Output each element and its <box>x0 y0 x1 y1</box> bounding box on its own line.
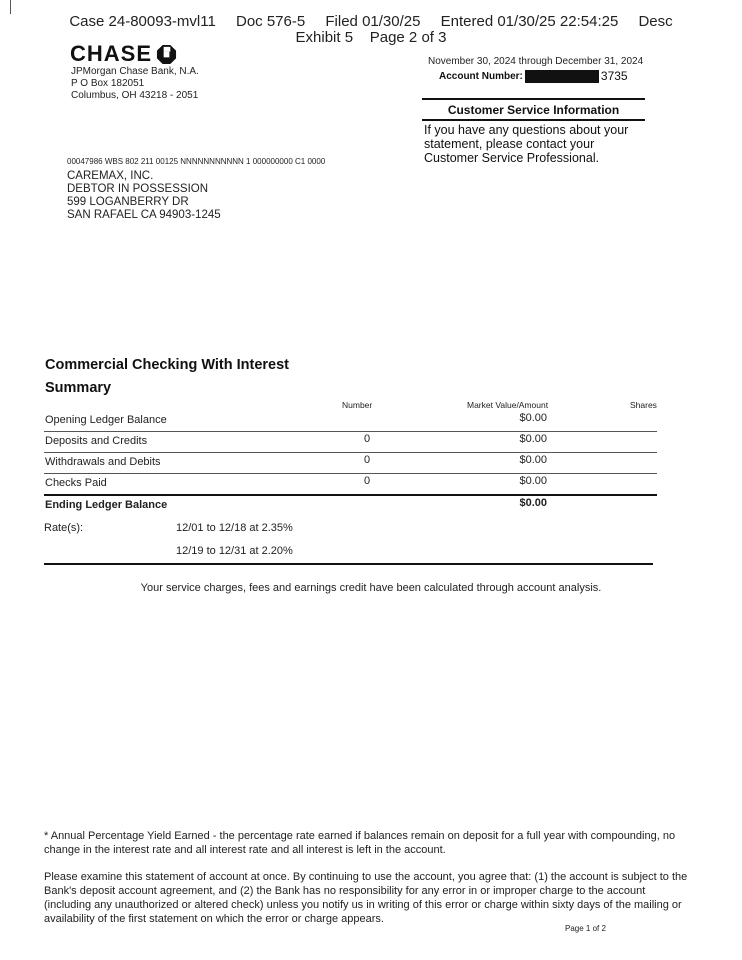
row-amount: $0.00 <box>519 433 547 445</box>
bank-city: Columbus, OH 43218 - 2051 <box>71 90 199 101</box>
account-number-row <box>439 69 628 83</box>
row-amount: $0.00 <box>519 454 547 466</box>
case-number: Case 24-80093-mvl11 <box>69 13 216 30</box>
doc-number: Doc 576-5 <box>236 13 306 30</box>
customer-service-box <box>422 98 645 165</box>
account-type-title: Commercial Checking With Interest <box>45 357 290 373</box>
customer-service-title: Customer Service Information <box>422 98 645 121</box>
customer-service-text: If you have any questions about your statement, please contact your Customer Service Professional. <box>424 123 629 165</box>
row-label: Ending Ledger Balance <box>45 499 168 511</box>
corner-crop-mark <box>0 0 11 14</box>
row-label: Withdrawals and Debits <box>45 456 161 468</box>
table-row <box>44 453 657 474</box>
exhibit-label: Exhibit 5 <box>295 29 354 46</box>
bank-address <box>71 66 199 102</box>
customer-street: 599 LOGANBERRY DR <box>67 196 189 208</box>
row-label: Checks Paid <box>45 477 107 489</box>
statement-period: November 30, 2024 through December 31, 2024 <box>428 56 644 67</box>
customer-line2: DEBTOR IN POSSESSION <box>67 183 209 195</box>
row-amount: $0.00 <box>519 475 547 487</box>
customer-address <box>67 170 221 222</box>
rate-item: 12/01 to 12/18 at 2.35% <box>176 522 293 534</box>
rates-label: Rate(s): <box>44 522 84 534</box>
desc-label: Desc <box>638 13 673 30</box>
table-row <box>44 432 657 453</box>
section-divider <box>44 563 653 565</box>
row-number: 0 <box>364 433 371 445</box>
bank-po-box: P O Box 182051 <box>71 78 145 89</box>
rate-item: 12/19 to 12/31 at 2.20% <box>176 545 293 557</box>
case-header-line <box>0 13 742 30</box>
row-number: 0 <box>364 454 371 466</box>
logo-wordmark: CHASE <box>70 41 153 66</box>
account-number-label: Account Number: <box>439 70 523 82</box>
examine-statement-note: Please examine this statement of account at once. By continuing to use the account, you agree that: (1) the account is subject to the Bank's deposit account agreement, and (2) the Bank has no responsibility for any error in or improper charge to the account (including any unauthorized or altered check) unless you notify us in writing of this error or charge within sixty days of the mailing or availability of the first statement on which the error or charge appears. <box>44 871 688 925</box>
entered-date: Entered 01/30/25 22:54:25 <box>440 13 619 30</box>
row-amount: $0.00 <box>519 497 547 509</box>
summary-title: Summary <box>45 380 112 396</box>
page-number: Page 1 of 2 <box>565 924 606 933</box>
chase-octagon-icon <box>156 44 177 65</box>
chase-logo <box>70 41 177 67</box>
table-row <box>44 474 657 494</box>
service-charge-note: Your service charges, fees and earnings credit have been calculated through account analysis. <box>140 582 602 594</box>
bank-name: JPMorgan Chase Bank, N.A. <box>71 66 199 77</box>
account-last4: 3735 <box>600 69 628 83</box>
row-amount: $0.00 <box>519 412 547 424</box>
redaction-bar <box>525 70 599 83</box>
table-row <box>44 411 657 432</box>
table-row-total <box>44 494 657 516</box>
row-label: Deposits and Credits <box>45 435 148 447</box>
col-header-shares: Shares <box>630 400 657 410</box>
summary-table <box>44 411 657 516</box>
col-header-amount: Market Value/Amount <box>467 400 549 410</box>
row-label: Opening Ledger Balance <box>45 414 167 426</box>
filed-date: Filed 01/30/25 <box>325 13 421 30</box>
routing-line: 00047986 WBS 802 211 00125 NNNNNNNNNNN 1 000000000 C1 0000 <box>67 157 326 166</box>
exhibit-page: Page 2 of 3 <box>369 29 447 46</box>
col-header-number: Number <box>342 400 373 410</box>
customer-name: CAREMAX, INC. <box>67 170 154 182</box>
row-number: 0 <box>364 475 371 487</box>
customer-city: SAN RAFAEL CA 94903-1245 <box>67 209 221 221</box>
apy-footnote: * Annual Percentage Yield Earned - the percentage rate earned if balances remain on deposit for a full year with compounding, no change in the interest rate and all interest rate and all interest is left in the account. <box>44 830 676 856</box>
